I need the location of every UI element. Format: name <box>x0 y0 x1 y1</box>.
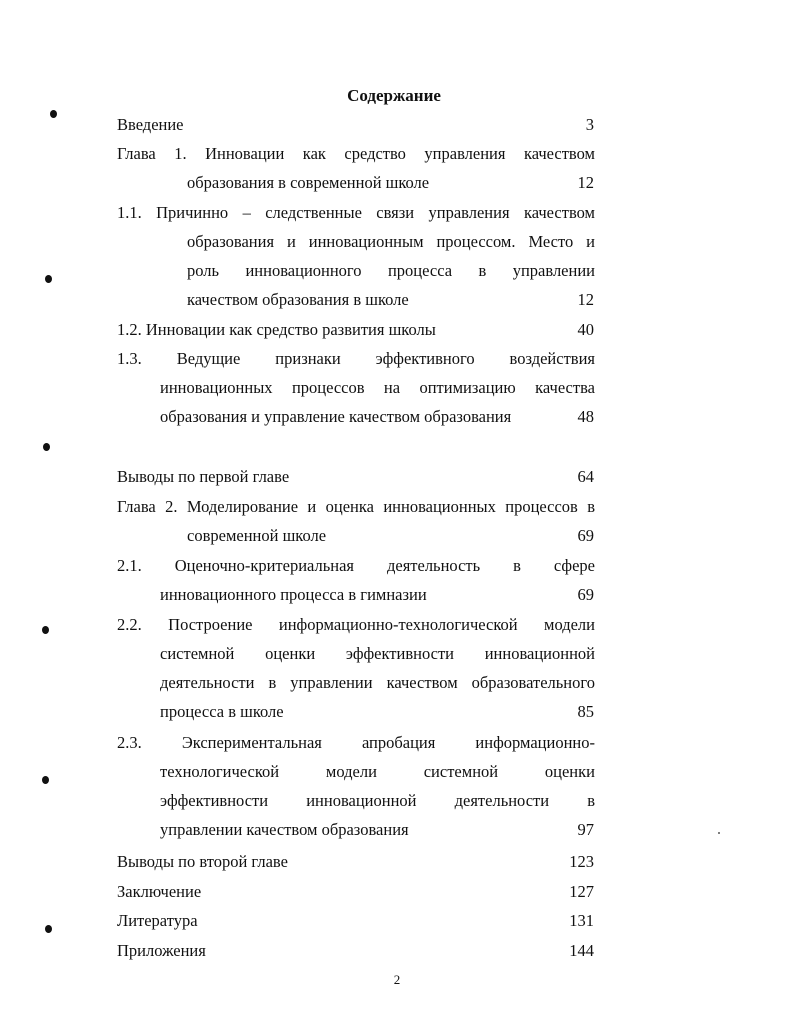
toc-entry-text: деятельности в управлении качеством образовательного <box>160 673 595 692</box>
toc-entry-page: 97 <box>577 820 594 839</box>
toc-title: Содержание <box>347 86 441 105</box>
punch-hole <box>45 925 52 933</box>
toc-entry-page: 64 <box>577 467 594 486</box>
punch-hole <box>45 275 52 283</box>
toc-entry-page: 69 <box>577 585 594 604</box>
toc-entry-page: 40 <box>577 320 594 339</box>
toc-entry-text: современной школе <box>187 526 327 545</box>
toc-entry-text: 2.3. Экспериментальная апробация информационно- <box>117 733 595 752</box>
toc-entry-text: роль инновационного процесса в управлении <box>187 261 595 280</box>
toc-entry-text: 1.2. Инновации как средство развития школы <box>117 320 436 339</box>
toc-entry-text: инновационных процессов на оптимизацию качества <box>160 378 595 397</box>
toc-entry-text: эффективности инновационной деятельности в <box>160 791 595 810</box>
toc-entry-text: Выводы по второй главе <box>117 852 288 871</box>
toc-entry-text: Глава 2. Моделирование и оценка инновационных процессов в <box>117 497 595 516</box>
toc-entry-page: 85 <box>577 702 594 721</box>
toc-entry-page: 123 <box>569 852 594 871</box>
toc-entry-text: Глава 1. Инновации как средство управления качеством <box>117 144 595 163</box>
punch-hole <box>43 443 50 451</box>
toc-entry-text: технологической модели системной оценки <box>160 762 595 781</box>
page-number: 2 <box>393 972 401 987</box>
toc-entry-text: инновационного процесса в гимназии <box>160 585 427 604</box>
toc-entry-page: 12 <box>577 173 594 192</box>
toc-entry-text: образования и управление качеством образования <box>160 407 512 426</box>
toc-entry-text: системной оценки эффективности инновационной <box>160 644 595 663</box>
toc-entry-text: Выводы по первой главе <box>117 467 290 486</box>
toc-entry-text: 2.1. Оценочно-критериальная деятельность в сфере <box>117 556 595 575</box>
toc-entry-page: 48 <box>577 407 594 426</box>
toc-entry-text: качеством образования в школе <box>187 290 409 309</box>
toc-entry-text: 2.2. Построение информационно-технологической модели <box>117 615 595 634</box>
toc-entry-text: Литература <box>117 911 198 930</box>
toc-entry-text: образования в современной школе <box>187 173 430 192</box>
toc-entry-text: Введение <box>117 115 184 134</box>
toc-entry-text: Приложения <box>117 941 206 960</box>
toc-entry-text: 1.1. Причинно – следственные связи управления качеством <box>117 203 595 222</box>
toc-entry-page: 127 <box>569 882 594 901</box>
toc-entry-page: 69 <box>577 526 594 545</box>
toc-entry-text: управлении качеством образования <box>160 820 409 839</box>
toc-entry-text: Заключение <box>117 882 202 901</box>
toc-entry-page: 131 <box>569 911 594 930</box>
toc-entry-text: процесса в школе <box>160 702 284 721</box>
toc-entry-page: 144 <box>569 941 594 960</box>
punch-hole <box>42 776 49 784</box>
punch-hole <box>42 626 49 634</box>
punch-hole <box>50 110 57 118</box>
toc-entry-text: 1.3. Ведущие признаки эффективного воздействия <box>117 349 595 368</box>
scan-speck <box>718 832 720 834</box>
toc-entry-page: 12 <box>577 290 594 309</box>
toc-entry-page: 3 <box>585 115 594 134</box>
toc-entry-text: образования и инновационным процессом. Место и <box>187 232 595 251</box>
